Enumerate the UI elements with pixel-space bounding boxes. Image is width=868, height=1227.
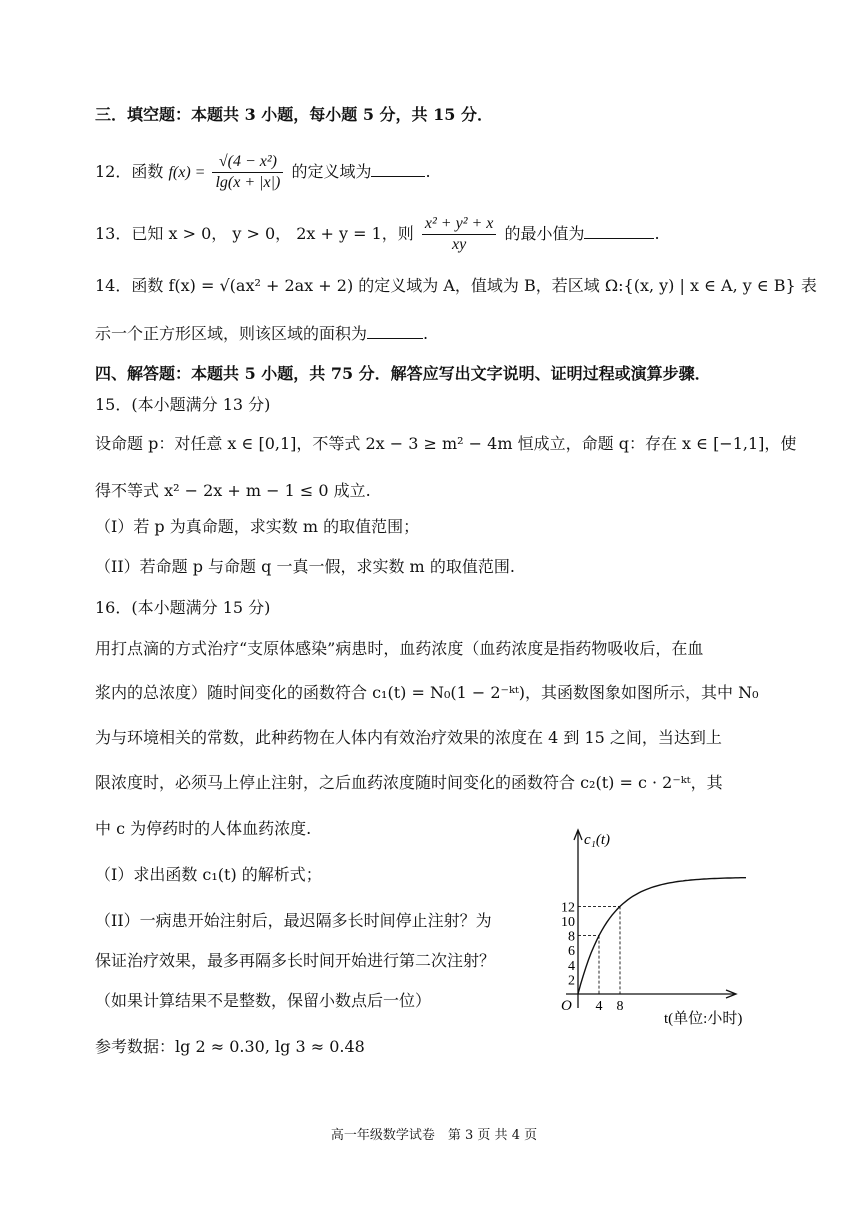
q13-post: 的最小值为 <box>499 224 585 243</box>
origin-label: O <box>561 998 572 1014</box>
q12-denominator: lg(x + |x|) <box>215 174 281 191</box>
q14-text-1: 函数 f(x) = √(ax² + 2ax + 2) 的定义域为 A，值域为 B，若区域 Ω:{(x, y) | x ∈ A, y ∈ B} 表 <box>131 276 817 295</box>
q16-part-2b: 保证治疗效果，最多再隔多长时间开始进行第二次注射？ <box>95 951 496 970</box>
q15-line-1: 设命题 p：对任意 x ∈ [0,1]，不等式 2x − 3 ≥ m² − 4m 恒成立，命题 q：存在 x ∈ [−1,1]，使 <box>95 434 797 453</box>
q13-fraction <box>422 214 497 255</box>
curve-c1 <box>578 878 746 994</box>
q15-number: 15．(本小题满分 13 分) <box>95 395 271 414</box>
y-axis-label: c₁(t) <box>584 832 611 848</box>
page-footer: 高一年级数学试卷 第 3 页 共 4 页 <box>330 1128 538 1143</box>
y-tick-label: 10 <box>561 915 575 930</box>
q13-number: 13． <box>95 224 132 243</box>
q13-answer-blank <box>584 222 654 239</box>
x-axis-label: t(单位:小时) <box>664 1011 743 1027</box>
y-tick-label: 4 <box>568 958 575 974</box>
question-14-line-1 <box>95 275 817 297</box>
q12-number: 12． <box>95 162 132 181</box>
concentration-graph <box>540 824 780 1029</box>
question-13 <box>95 214 660 255</box>
q16-reference-data: 参考数据：lg 2 ≈ 0.30, lg 3 ≈ 0.48 <box>95 1037 365 1056</box>
q12-pre: 函数 <box>131 162 169 181</box>
q12-fraction <box>212 152 283 193</box>
x-tick-label: 8 <box>616 999 624 1014</box>
q16-line-3: 为与环境相关的常数，此种药物在人体内有效治疗效果的浓度在 4 到 15 之间，当达到上 <box>95 728 722 747</box>
q16-part-2a: （II）一病患开始注射后，最迟隔多长时间停止注射？为 <box>95 911 492 930</box>
q14-answer-blank <box>367 322 423 339</box>
q16-line-2: 浆内的总浓度）随时间变化的函数符合 c₁(t) = N₀(1 − 2⁻ᵏᵗ)，其函数图象如图所示，其中 N₀ <box>95 683 759 702</box>
q12-end: . <box>425 162 431 181</box>
q14-number: 14． <box>95 276 132 295</box>
q14-text-2: 示一个正方形区域，则该区域的面积为 <box>95 324 368 343</box>
q13-end: . <box>654 224 660 243</box>
q12-fx: f(x) = <box>168 164 210 181</box>
q16-line-5: 中 c 为停药时的人体血药浓度. <box>95 819 312 838</box>
q16-part-2c: （如果计算结果不是整数，保留小数点后一位） <box>95 991 432 1010</box>
q16-line-4: 限浓度时，必须马上停止注射，之后血药浓度随时间变化的函数符合 c₂(t) = c · 2⁻ᵏᵗ，其 <box>95 773 723 792</box>
section-3-header: 三．填空题：本题共 3 小题，每小题 5 分，共 15 分． <box>95 105 493 124</box>
q16-number: 16．(本小题满分 15 分) <box>95 598 271 617</box>
question-14-line-2 <box>95 322 428 345</box>
section-4-header: 四、解答题：本题共 5 小题，共 75 分．解答应写出文字说明、证明过程或演算步骤． <box>95 364 711 383</box>
q15-part-1: （I）若 p 为真命题，求实数 m 的取值范围； <box>95 517 420 536</box>
q13-text: 已知 x > 0， y > 0， 2x + y = 1，则 <box>131 224 419 243</box>
y-tick-label: 2 <box>568 973 575 989</box>
y-tick-label: 12 <box>561 900 575 916</box>
q12-numerator: √(4 − x²) <box>212 152 283 173</box>
y-tick-label: 8 <box>568 929 575 945</box>
x-tick-label: 4 <box>595 999 603 1014</box>
question-12 <box>95 152 431 193</box>
q13-numerator: x² + y² + x <box>422 214 497 235</box>
q14-end: . <box>423 324 429 343</box>
y-tick-label: 6 <box>568 944 575 960</box>
q16-line-1: 用打点滴的方式治疗“支原体感染”病患时，血药浓度（血药浓度是指药物吸收后，在血 <box>95 639 704 658</box>
q16-part-1: （I）求出函数 c₁(t) 的解析式； <box>95 865 322 884</box>
q13-denominator: xy <box>452 236 467 253</box>
q15-part-2: （II）若命题 p 与命题 q 一真一假，求实数 m 的取值范围. <box>95 557 515 576</box>
q15-line-2: 得不等式 x² − 2x + m − 1 ≤ 0 成立. <box>95 481 371 500</box>
q12-answer-blank <box>371 160 425 177</box>
q12-post: 的定义域为 <box>286 162 372 181</box>
